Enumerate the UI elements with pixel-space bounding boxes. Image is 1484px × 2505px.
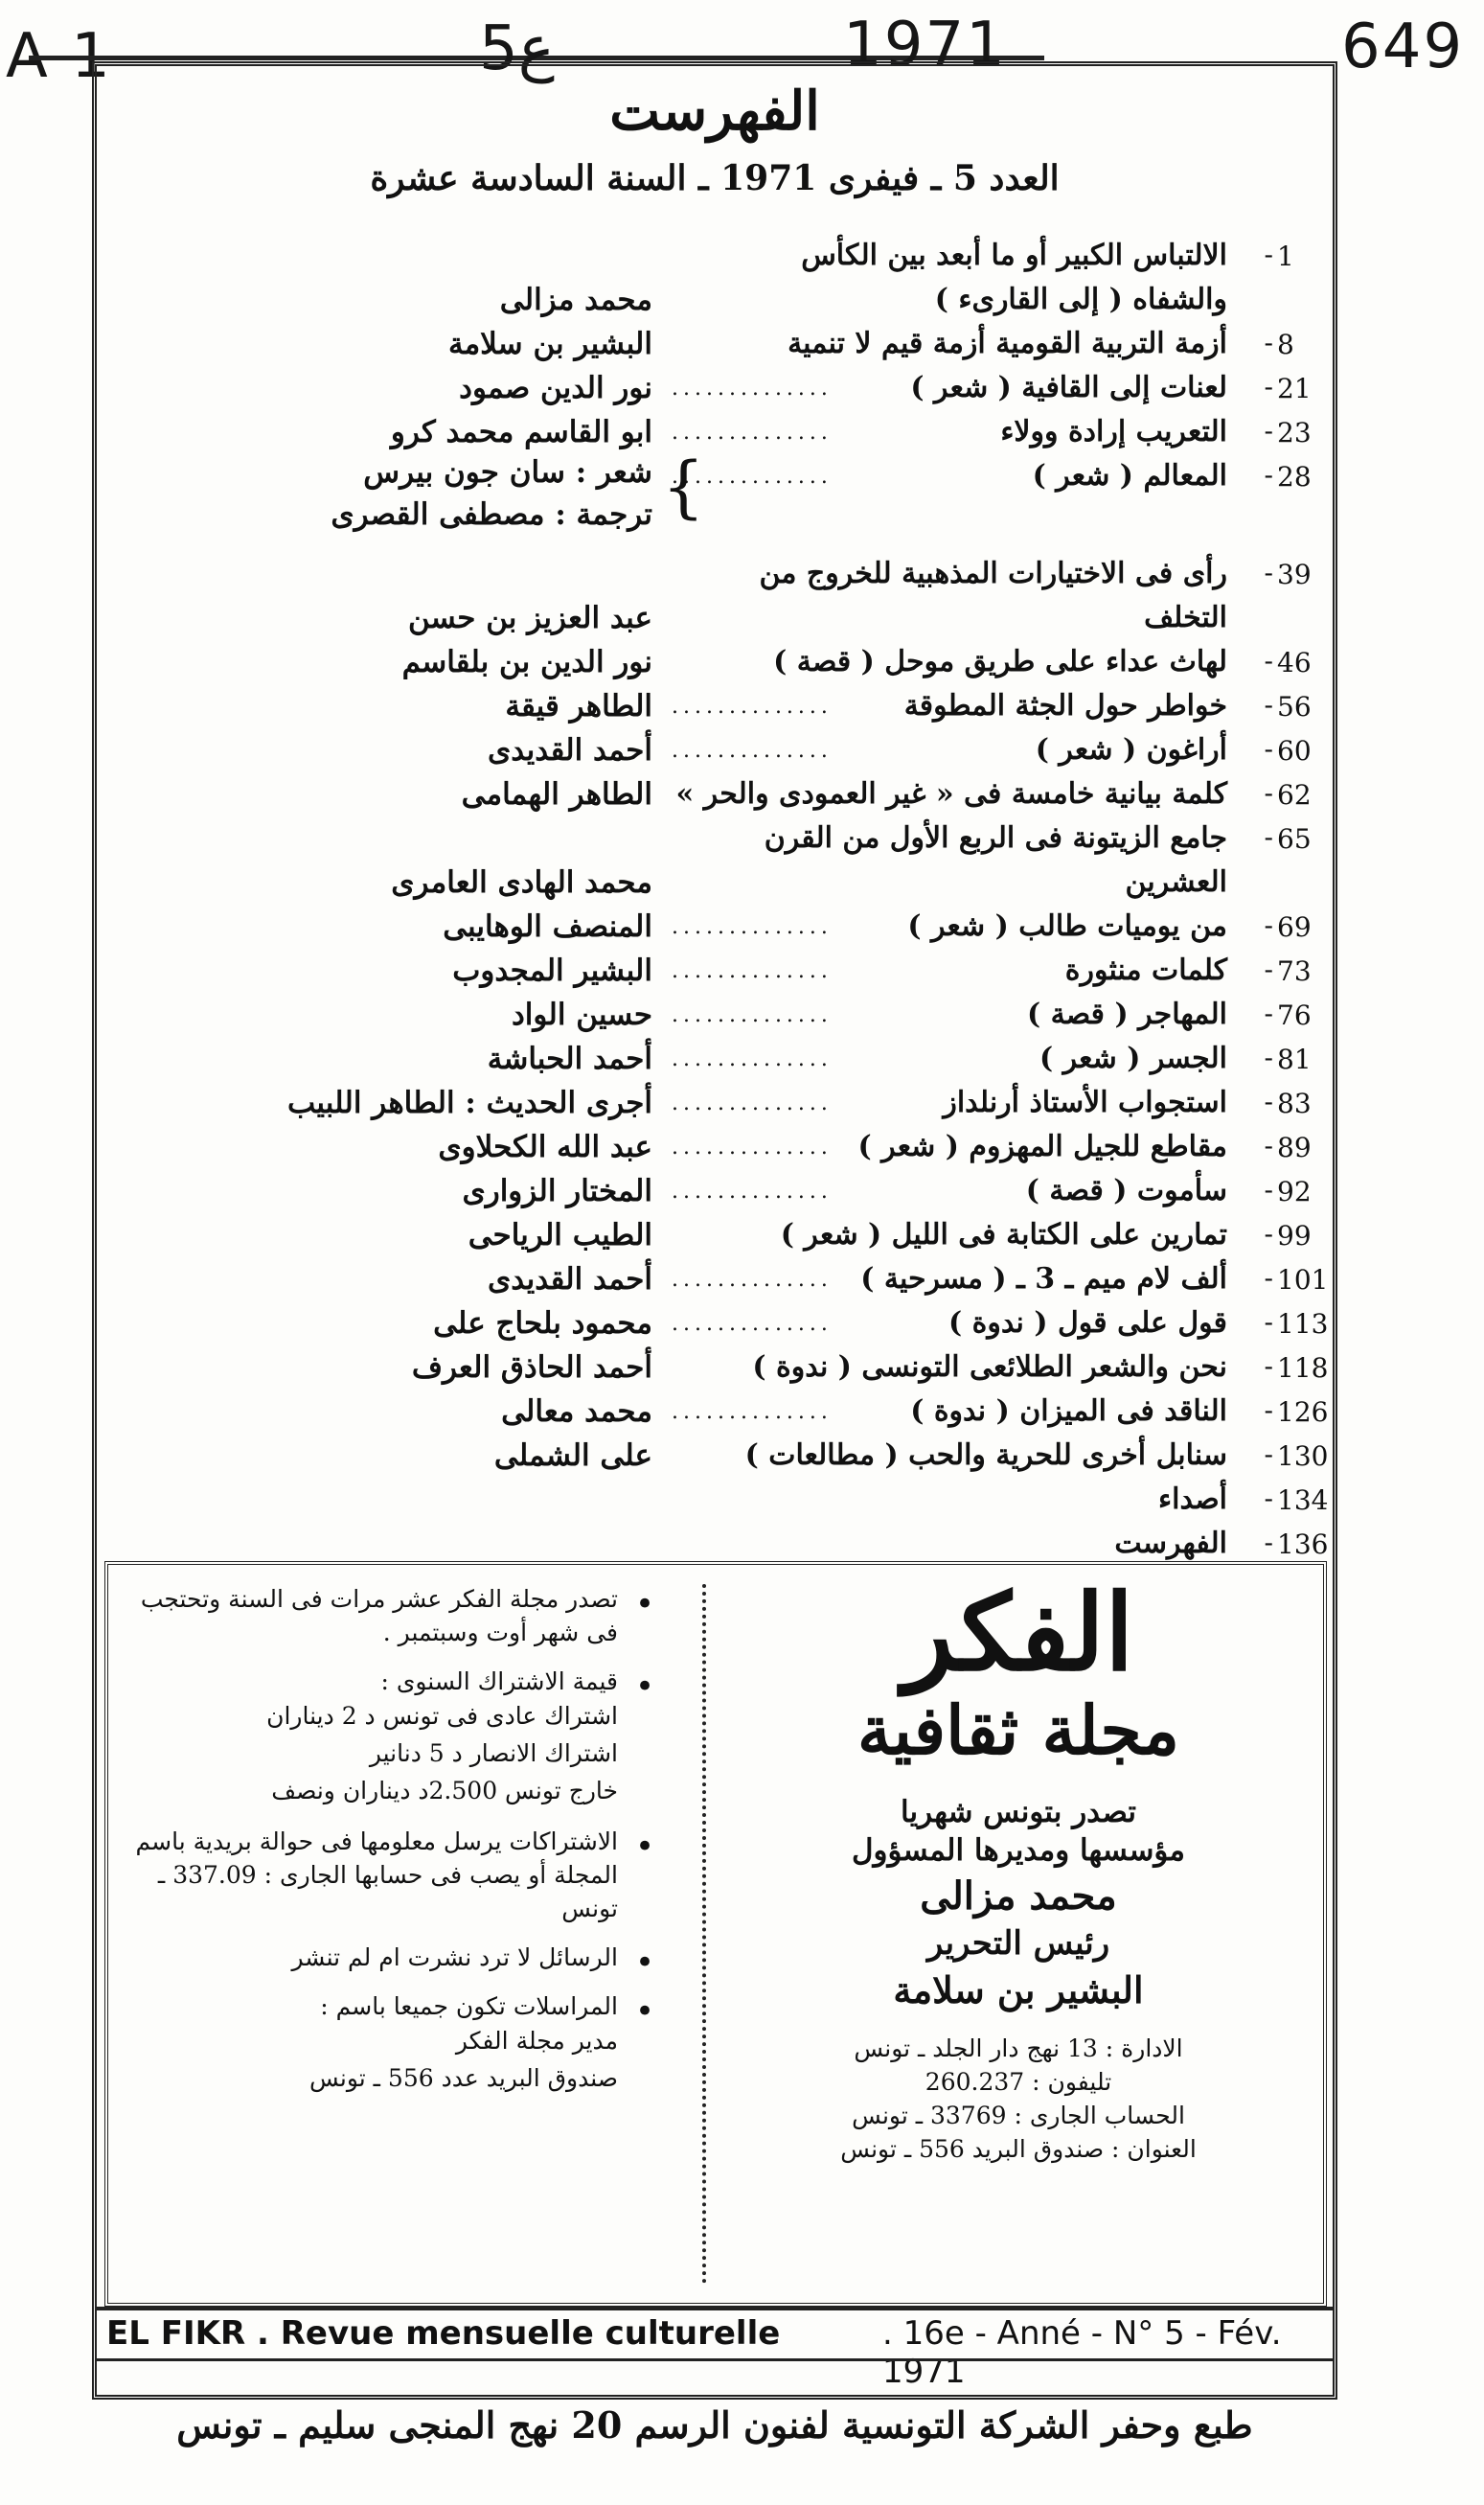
toc-leader-dots: ..............	[672, 739, 833, 763]
page-frame	[92, 61, 1337, 2400]
subscription-bullet	[118, 1665, 654, 1809]
toc-row	[97, 733, 1333, 775]
toc-author: نور الدين بن بلقاسم	[401, 645, 652, 679]
toc-dash: -	[1264, 1306, 1273, 1338]
toc-row	[97, 1394, 1333, 1436]
toc-page-number: 69	[1277, 911, 1312, 943]
toc-row	[97, 1438, 1333, 1481]
toc-row	[97, 371, 1333, 413]
toc-dash: -	[1264, 239, 1273, 270]
handwritten-year: 1971	[843, 10, 1007, 80]
bank-account: الحساب الجارى : 33769 ـ تونس	[852, 2101, 1185, 2129]
toc-dash: -	[1264, 689, 1273, 721]
toc-row	[97, 998, 1333, 1040]
toc-leader-dots: ..............	[672, 1312, 833, 1336]
toc-leader-dots: ..............	[672, 1136, 833, 1160]
toc-entry-title: لعنات إلى القافية ( شعر )	[910, 371, 1227, 404]
toc-dash: -	[1264, 415, 1273, 447]
toc-author: محمد مزالى	[499, 283, 652, 317]
toc-row	[97, 1086, 1333, 1128]
publication-frequency: تصدر بتونس شهريا	[901, 1794, 1136, 1829]
toc-row	[97, 1482, 1333, 1525]
toc-page-number: 92	[1277, 1176, 1312, 1207]
toc-dash: -	[1264, 1438, 1273, 1470]
toc-author: الطاهر قيقة	[505, 689, 652, 724]
toc-leader-dots: ..............	[672, 377, 833, 401]
toc-row	[97, 777, 1333, 819]
toc-entry-title: تمارين على الكتابة فى الليل ( شعر )	[780, 1218, 1227, 1252]
toc-page-number: 8	[1277, 329, 1294, 360]
handwritten-page-number: 649	[1341, 11, 1465, 82]
bullet-subline: اشتراك عادى فى تونس د 2 ديناران	[266, 1702, 618, 1730]
toc-author: على الشملى	[493, 1438, 652, 1473]
toc-author: حسين الواد	[511, 998, 652, 1032]
toc-dash: -	[1264, 459, 1273, 491]
phone-number: تليفون : 260.237	[925, 2067, 1112, 2096]
toc-dash: -	[1264, 1482, 1273, 1514]
toc-entry-title: جامع الزيتونة فى الربع الأول من القرن	[764, 821, 1227, 855]
toc-row	[97, 1262, 1333, 1304]
toc-dash: -	[1264, 954, 1273, 985]
bullet-text: • الاشتراكات يرسل معلومها فى حوالة بريدية باسم المجلة أو يصب فى حسابها الجارى : 337.09 ـ تونس	[135, 1827, 618, 1923]
toc-translator: ترجمة : مصطفى القصرى	[331, 497, 652, 532]
toc-dash: -	[1264, 1130, 1273, 1161]
toc-row	[97, 1306, 1333, 1348]
toc-dash: -	[1264, 1350, 1273, 1382]
toc-author: الطيب الرياحى	[468, 1218, 652, 1252]
toc-author: أحمد الحاذق العرف	[411, 1350, 652, 1385]
toc-entry-title: قول على قول ( ندوة )	[947, 1306, 1227, 1340]
toc-author: البشير المجدوب	[452, 954, 652, 988]
toc-entry-title: أصداء	[1158, 1482, 1227, 1516]
toc-dash: -	[1264, 1262, 1273, 1294]
toc-dash: -	[1264, 998, 1273, 1029]
toc-dash: -	[1264, 645, 1273, 677]
masthead	[721, 1571, 1315, 2163]
toc-dash: -	[1264, 821, 1273, 853]
footer-divider	[97, 2307, 1333, 2310]
toc-dash: -	[1264, 371, 1273, 402]
toc-leader-dots: ..............	[672, 959, 833, 983]
toc-entry-title: التعريب إرادة وولاء	[1000, 415, 1227, 448]
subscription-info-box	[104, 1561, 1327, 2307]
toc-dash: -	[1264, 1042, 1273, 1073]
bullet-text: • الرسائل لا ترد نشرت ام لم تنشر	[291, 1943, 618, 1972]
toc-entry-title: الالتباس الكبير أو ما أبعد بين الكأس	[801, 239, 1227, 272]
toc-author: شعر : سان جون بيرس	[363, 455, 652, 490]
toc-row	[97, 909, 1333, 952]
toc-leader-dots: ..............	[672, 1400, 833, 1424]
toc-row	[97, 1042, 1333, 1084]
editor-name: البشير بن سلامة	[893, 1967, 1144, 2011]
bullet-text: • قيمة الاشتراك السنوى :	[380, 1667, 618, 1695]
toc-entry-title: نحن والشعر الطلائعى التونسى ( ندوة )	[752, 1350, 1227, 1384]
handwritten-archive-code: A 1	[6, 21, 112, 92]
founder-label: مؤسسها ومديرها المسؤول	[851, 1832, 1186, 1868]
toc-entry-title: رأى فى الاختيارات المذهبية للخروج من	[759, 557, 1227, 590]
toc-page-number: 101	[1277, 1264, 1329, 1296]
toc-entry-title: المعالم ( شعر )	[1032, 459, 1227, 493]
toc-leader-dots: ..............	[672, 695, 833, 719]
postal-address: العنوان : صندوق البريد 556 ـ تونس	[840, 2134, 1197, 2163]
toc-page-number: 62	[1277, 779, 1312, 811]
subscription-bullets	[118, 1582, 654, 2113]
page-title: الفهرست	[609, 80, 820, 143]
toc-dash: -	[1264, 1174, 1273, 1206]
toc-author: عبد العزيز بن حسن	[408, 601, 652, 635]
subscription-bullet	[118, 1941, 654, 1974]
toc-author: نور الدين صمود	[459, 371, 652, 405]
toc-page-number: 81	[1277, 1044, 1312, 1075]
toc-dash: -	[1264, 557, 1273, 588]
toc-leader-dots: ..............	[672, 465, 833, 489]
subscription-bullet	[118, 1582, 654, 1649]
toc-author: أحمد الحباشة	[487, 1042, 652, 1076]
toc-author: أحمد القديدى	[488, 733, 652, 768]
toc-page-number: 60	[1277, 735, 1312, 767]
toc-entry-title-cont: التخلف	[1144, 601, 1227, 634]
toc-dash: -	[1264, 733, 1273, 765]
toc-page-number: 126	[1277, 1396, 1329, 1428]
toc-entry-title: مقاطع للجيل المهزوم ( شعر )	[857, 1130, 1227, 1163]
toc-author: محمد الهادى العامرى	[391, 865, 652, 900]
toc-page-number: 21	[1277, 373, 1312, 404]
toc-entry-title: من يوميات طالب ( شعر )	[907, 909, 1227, 943]
toc-entry-title: سنابل أخرى للحرية والحب ( مطالعات )	[744, 1438, 1227, 1472]
brace-mark: {	[662, 448, 705, 526]
toc-author: ابو القاسم محمد كرو	[390, 415, 652, 449]
subscription-bullet	[118, 1989, 654, 2098]
toc-row	[97, 1218, 1333, 1260]
toc-entry-title: الجسر ( شعر )	[1039, 1042, 1227, 1075]
toc-entry-title: أزمة التربية القومية أزمة قيم لا تنمية	[788, 327, 1227, 360]
toc-entry-title: كلمة بيانية خامسة فى « غير العمودى والحر »	[675, 777, 1227, 811]
printer-credit: طبع وحفر الشركة التونسية لفنون الرسم 20 نهج المنجى سليم ـ تونس	[176, 2403, 1253, 2447]
toc-row	[97, 954, 1333, 996]
toc-entry-title: استجواب الأستاذ أرنلداز	[943, 1086, 1227, 1119]
toc-row	[97, 645, 1333, 687]
toc-row	[97, 239, 1333, 317]
toc-row	[97, 327, 1333, 369]
toc-row	[97, 689, 1333, 731]
toc-entry-title: كلمات منثورة	[1064, 954, 1227, 987]
toc-entry-title-cont: العشرين	[1125, 865, 1227, 899]
toc-leader-dots: ..............	[672, 421, 833, 445]
column-separator	[702, 1584, 706, 2284]
toc-author: محمد معالى	[501, 1394, 652, 1429]
toc-author: أحمد القديدى	[488, 1262, 652, 1297]
toc-leader-dots: ..............	[672, 1180, 833, 1204]
bullet-text: • المراسلات تكون جميعا باسم :	[320, 1992, 618, 2021]
toc-entry-title: سأموت ( قصة )	[1025, 1174, 1227, 1207]
toc-author: محمود بلحاج على	[433, 1306, 652, 1341]
toc-entry-title: لهاث عداء على طريق موحل ( قصة )	[773, 645, 1227, 678]
bullet-subline: خارج تونس 2.500د ديناران ونصف	[271, 1776, 618, 1804]
toc-row	[97, 1174, 1333, 1216]
toc-dash: -	[1264, 1527, 1273, 1558]
toc-page-number: 99	[1277, 1220, 1312, 1252]
toc-author: المنصف الوهايبى	[443, 909, 652, 944]
toc-page-number: 65	[1277, 823, 1312, 855]
toc-row	[97, 1130, 1333, 1172]
footer-french-issue: . 16e - Anné - N° 5 - Fév. 1971	[882, 2314, 1282, 2391]
toc-leader-dots: ..............	[672, 1047, 833, 1071]
toc-leader-dots: ..............	[672, 1092, 833, 1115]
toc-row	[97, 448, 1333, 532]
toc-dash: -	[1264, 1394, 1273, 1426]
toc-entry-title-cont: والشفاه ( إلى القارىء )	[934, 283, 1227, 316]
toc-page-number: 28	[1277, 461, 1312, 493]
toc-dash: -	[1264, 327, 1273, 358]
bullet-subline: اشتراك الانصار د 5 دنانير	[369, 1738, 618, 1767]
bullet-subline: مدير مجلة الفكر	[455, 2027, 618, 2056]
founder-name: محمد مزالى	[920, 1873, 1117, 1919]
toc-dash: -	[1264, 909, 1273, 941]
toc-dash: -	[1264, 777, 1273, 809]
toc-row	[97, 557, 1333, 635]
bullet-text: • تصدر مجلة الفكر عشر مرات فى السنة وتحتجب فى شهر أوت وسبتمبر .	[140, 1585, 618, 1646]
toc-page-number: 89	[1277, 1132, 1312, 1163]
toc-row	[97, 1350, 1333, 1392]
toc-entry-title: الفهرست	[1114, 1527, 1227, 1560]
toc-author: عبد الله الكحلاوى	[438, 1130, 652, 1164]
magazine-tagline: مجلة ثقافية	[856, 1690, 1180, 1770]
toc-author: الطاهر الهمامى	[461, 777, 652, 812]
magazine-logo: الفكر	[902, 1571, 1134, 1694]
toc-page-number: 134	[1277, 1484, 1329, 1516]
handwritten-issue-mark: 5ع	[479, 13, 555, 84]
bullet-subline: صندوق البريد عدد 556 ـ تونس	[309, 2064, 618, 2092]
toc-author: أجرى الحديث : الطاهر اللبيب	[286, 1086, 652, 1120]
toc-page-number: 113	[1277, 1308, 1329, 1340]
toc-row	[97, 821, 1333, 900]
toc-dash: -	[1264, 1218, 1273, 1250]
table-of-contents	[97, 239, 1333, 1560]
toc-page-number: 118	[1277, 1352, 1329, 1384]
toc-leader-dots: ..............	[672, 915, 833, 939]
toc-leader-dots: ..............	[672, 1268, 833, 1292]
toc-entry-title: ألف لام ميم ـ 3 ـ ( مسرحية )	[860, 1262, 1227, 1296]
toc-row	[97, 415, 1333, 457]
admin-address: الادارة : 13 نهج دار الجلد ـ تونس	[854, 2034, 1183, 2062]
editor-label: رئيس التحرير	[926, 1923, 1110, 1963]
toc-entry-title: الناقد فى الميزان ( ندوة )	[910, 1394, 1227, 1428]
toc-page-number: 23	[1277, 417, 1312, 448]
toc-entry-title: المهاجر ( قصة )	[1026, 998, 1227, 1031]
toc-page-number: 136	[1277, 1528, 1329, 1560]
toc-page-number: 1	[1277, 241, 1294, 272]
footer-divider-2	[97, 2358, 1333, 2361]
toc-page-number: 39	[1277, 559, 1312, 590]
issue-subtitle: العدد 5 ـ فيفرى 1971 ـ السنة السادسة عشرة	[370, 158, 1060, 198]
toc-dash: -	[1264, 1086, 1273, 1117]
toc-leader-dots: ..............	[672, 1003, 833, 1027]
toc-entry-title: أراغون ( شعر )	[1035, 733, 1227, 767]
subscription-bullet	[118, 1825, 654, 1925]
toc-page-number: 56	[1277, 691, 1312, 723]
toc-entry-title: خواطر حول الجثة المطوقة	[903, 689, 1227, 723]
toc-author: المختار الزوارى	[462, 1174, 652, 1208]
footer-french-title: EL FIKR . Revue mensuelle culturelle	[106, 2314, 781, 2353]
toc-page-number: 76	[1277, 1000, 1312, 1031]
toc-page-number: 73	[1277, 955, 1312, 987]
toc-page-number: 46	[1277, 647, 1312, 678]
toc-page-number: 130	[1277, 1440, 1329, 1472]
toc-page-number: 83	[1277, 1088, 1312, 1119]
toc-author: البشير بن سلامة	[447, 327, 652, 361]
